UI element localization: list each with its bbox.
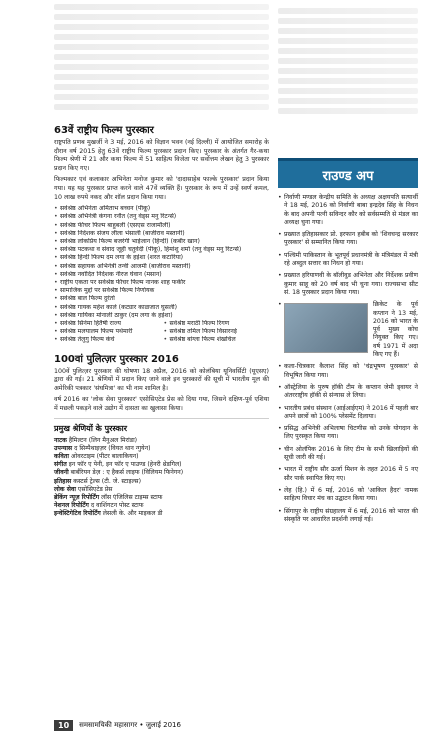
roundup-item: • कला-चित्रकार कैलाश सिंह को 'चंद्रभूषण पुरस्कार' से विभूषित किया गया। [278, 363, 418, 380]
divider [54, 418, 269, 419]
list-item: • सर्वश्रेष्ठ गायक महेश काले (कट्यार काळजात घुसली) [54, 304, 269, 312]
section-title-film-awards: 63वें राष्ट्रीय फिल्म पुरस्कार [54, 125, 154, 136]
list-item: • सर्वश्रेष्ठ फीचर फिल्म बाहुबली (एसएस राजामौली) [54, 222, 269, 230]
roundup-item: • लेह (हि.) में 6 मई, 2016 को 'आकिल हैदर' नामक साहित्य विचार मंच का उद्घाटन किया गया। [278, 487, 418, 504]
list-item: • सर्वश्रेष्ठ तमिल फिल्म विसारनई [164, 328, 270, 336]
category-award-list [54, 437, 269, 519]
roundup-item: • ऑस्ट्रेलिया के पुरुष हॉकी टीम के कप्तान जेमी ड्वायर ने अंतरराष्ट्रीय हॉकी से संन्यास ले लिया। [278, 384, 418, 401]
list-item [54, 469, 269, 477]
roundup-item: • प्रख्यात इतिहासकार प्रो. इरफान हबीब को 'शिवचन्द्र सरकार पुरस्कार' से सम्मानित किया गया। [278, 231, 418, 248]
footer-text: समसामयिकी महासागर • जुलाई 2016 [79, 720, 181, 729]
category-name: ब्रेकिंग न्यूज़ रिपोर्टिंग [54, 494, 100, 501]
list-item: • सर्वश्रेष्ठ अभिनेता अमिताभ बच्चन (पीकू) [54, 205, 269, 213]
category-name: संगीत [54, 461, 67, 469]
list-item: • सर्वश्रेष्ठ लोकप्रिय फिल्म बजरंगी भाईजान (हिन्दी) (कबीर खान) [54, 238, 269, 246]
film-awards-intro-2: फिल्मकार एवं कलाकार अभिनेता मनोज कुमार को 'दादासाहेब फाल्के पुरस्कार' प्रदान किया गया। यह यह पुरस्कार प्राप्त करने वाले 47वें व्यक्ति हैं। पुरस्कार के रूप में उन्हें स्वर्ण कमल, 10 लाख रुपये नकद और शॉल प्रदान किया गया। [54, 176, 269, 201]
list-item: • सर्वश्रेष्ठ तेलुगु फिल्म कंचे [54, 336, 160, 344]
section-title-major-categories: प्रमुख श्रेणियों के पुरस्कार [54, 423, 128, 433]
pulitzer-intro-2: वर्ष 2016 का 'लोक सेवा पुरस्कार' एसोसिएटेड प्रेस को दिया गया, जिसने दक्षिण-पूर्व एशिया में मछली पकड़ने वाले उद्योग में दासता का खुलासा किया। [54, 396, 269, 412]
list-item: • सर्वश्रेष्ठ बाल फिल्म दुरंतो [54, 295, 269, 303]
list-item [54, 494, 269, 502]
category-name: इतिहास [54, 477, 72, 485]
roundup-item: • सिंगापुर के राष्ट्रीय संग्रहालय में 6 मई, 2016 को भारत की संस्कृति पर आधारित प्रदर्शनी लगाई गई। [278, 508, 418, 525]
category-winner: कस्टर्स ट्रेल्स (टी. जे. स्टाइल्स) [73, 477, 141, 485]
right-column [278, 4, 418, 528]
roundup-item: • चीन ओलंपिक 2016 के लिए टीम के सभी खिलाड़ियों की सूची जारी की गई। [278, 446, 418, 463]
section-title-pulitzer: 100वां पुलित्ज़र पुरस्कार 2016 [54, 353, 179, 365]
list-item [54, 453, 269, 461]
category-name: इन्वेस्टिगेटिव रिपोर्टिंग [54, 510, 101, 518]
list-item [54, 445, 269, 453]
inline-photo [284, 303, 368, 353]
category-winner: लेसली के. और माइकल डी [102, 510, 163, 518]
list-item [54, 486, 269, 494]
page-footer [54, 718, 269, 732]
list-item: • सर्वश्रेष्ठ अभिनेत्री कंगना रनौत (तनु वेड्स मनु रिटर्न्स) [54, 213, 269, 221]
list-item [54, 510, 269, 518]
roundup-item: • पश्चिमी पाकिस्तान के भूतपूर्व प्रधानमंत्री के मंत्रिमंडल में मंत्री रहे अब्दुल सत्तार का निधन हो गया। [278, 252, 418, 269]
page-number: 10 [54, 720, 73, 731]
roundup-item: • भारत में राष्ट्रीय सौर ऊर्जा मिशन के तहत 2016 में 5 नए सौर पार्क स्थापित किए गए। [278, 466, 418, 483]
roundup-item: • प्रसिद्ध अभिनेत्री अभिलाषा चिटणीस को उनके योगदान के लिए पुरस्कृत किया गया। [278, 425, 418, 442]
roundup-item: • भारतीय प्रबंध संस्थान (आईआईएम) ने 2016 में पहली बार अपने छात्रों को 100% प्लेसमेंट दिलाया। [278, 405, 418, 422]
list-item: • सामाजिक मुद्दों पर सर्वश्रेष्ठ फिल्म निर्णायक [54, 287, 269, 295]
category-winner: हैमिल्टन (लिन मैनुअल मिरांडा) [68, 436, 138, 444]
category-winner: ओवरटाइम (पीटर बालाकियन) [70, 452, 139, 460]
list-item: • सर्वश्रेष्ठ सहायक अभिनेत्री तन्वी आजमी (बाजीराव मस्तानी) [54, 263, 269, 271]
list-item: • सर्वश्रेष्ठ बांग्ला फिल्म शंखचिल [164, 336, 270, 344]
film-award-col-b [164, 320, 270, 345]
category-name: कविता [54, 452, 69, 460]
list-item: • सर्वश्रेष्ठ पटकथा व संवाद जूही चतुर्वेदी (पीकू), हिमांशु शर्मा (तनु वेड्स मनु रिटर्न्स) [54, 246, 269, 254]
category-winner: द वाशिंगटन पोस्ट स्टाफ [90, 502, 144, 510]
list-item: • सर्वश्रेष्ठ निर्देशक संजय लीला भंसाली (बाजीराव मस्तानी) [54, 230, 269, 238]
category-name: उपन्यास [54, 444, 73, 452]
roundup-item-text: क्रिकेट के पूर्व कप्तान ने 13 मई, 2016 को भारत के पूर्व मुख्य कोच नियुक्त किए गए। वर्ष 1971 में अदा किए गए हैं। [373, 301, 418, 359]
category-winner: बार्बरियन डेज़ : ए हैकर्स लाइफ (विलियम फिनेगन) [70, 469, 184, 477]
category-name: नाटक [54, 436, 67, 444]
list-item: • सर्वश्रेष्ठ मराठी फिल्म रिंगण [164, 320, 270, 328]
film-award-col-a [54, 320, 160, 345]
roundup-item: • निर्वाणी मण्डल केन्द्रीय समिति के अध्यक्ष अक्षयपति सत्यार्थी ने 18 मई, 2016 को निर्वाणी बाबा इन्द्रदेव सिंह के निधन के बाद अपनी पत्नी सविन्दर कौर को सर्वसम्मति से मंडल का अध्यक्ष चुना गया। [278, 194, 418, 227]
pulitzer-intro: 100वें पुलित्ज़र पुरस्कार की घोषणा 18 अप्रैल, 2016 को कोलंबिया यूनिवर्सिटी (यूएसए) द्वारा की गई। 21 श्रेणियों में प्रदान किए जाने वाले इन पुरस्कारों की सूची में भारतीय मूल की अमेरिकी पत्रकार 'संघमित्रा' का भी नाम शामिल है। [54, 367, 269, 392]
top-faded-text [54, 0, 269, 118]
category-name: जीवनी [54, 469, 69, 477]
category-name: नेशनल रिपोर्टिंग [54, 502, 89, 510]
film-awards-intro: राष्ट्रपति प्रणब मुखर्जी ने 3 मई, 2016 को विज्ञान भवन (नई दिल्ली) में आयोजित समारोह के दौरान वर्ष 2015 हेतु 63वें राष्ट्रीय फिल्म पुरस्कार प्रदान किए। पुरस्कार के अंतर्गत गैर-कथा फिल्म श्रेणी में 21 और कथा फिल्म में 51 साहित्य विजेता पर सर्वोत्तम लेखन हेतु 3 पुरस्कार प्रदान किए गए। [54, 139, 269, 172]
category-winner: द सिम्पैथाइज़र (वियत थान न्गुयेन) [74, 444, 151, 452]
list-item: • सर्वश्रेष्ठ गायिका मोनाली ठाकुर (दम लगा के हईशा) [54, 312, 269, 320]
list-item: • सर्वश्रेष्ठ मलयालम फिल्म पथेमारी [54, 328, 160, 336]
film-award-two-column [54, 320, 269, 345]
category-winner: लॉस एंजिलिस टाइम्स स्टाफ [101, 494, 163, 501]
list-item: • सर्वश्रेष्ठ हिन्दी फिल्म दम लगा के हईशा (शरत कटारिया) [54, 254, 269, 262]
roundup-item: • प्रख्यात हरियाणवी के बॉलीवुड अभिनेता और निर्देशक प्रवीण कुमार साहू को 20 वर्ष बाद भी चुना गया। राज्यसभा सीट सं. 18 पुरस्कार प्रदान किया गया। [278, 272, 418, 297]
list-item: • सर्वश्रेष्ठ नवोदित निर्देशक नीरज घेवान (मसान) [54, 271, 269, 279]
list-item [54, 437, 269, 445]
list-item: • राष्ट्रीय एकता पर सर्वश्रेष्ठ फीचर फिल्म नानक शाह फकीर [54, 279, 269, 287]
film-award-list [54, 205, 269, 320]
list-item [54, 478, 269, 486]
left-column [54, 122, 269, 519]
roundup-header: राउण्ड अप [278, 158, 418, 188]
category-winner: इन फॉर ए पेनी, इन फॉर ए पाउण्ड (हेनरी थ्रेडगिल) [68, 461, 182, 469]
list-item: • सर्वश्रेष्ठ सिनेमा हितैषी राज्य [54, 320, 160, 328]
roundup-item [278, 301, 418, 359]
category-winner: एसोसिएटेड प्रेस [77, 485, 113, 493]
category-name: लोक सेवा [54, 485, 76, 493]
